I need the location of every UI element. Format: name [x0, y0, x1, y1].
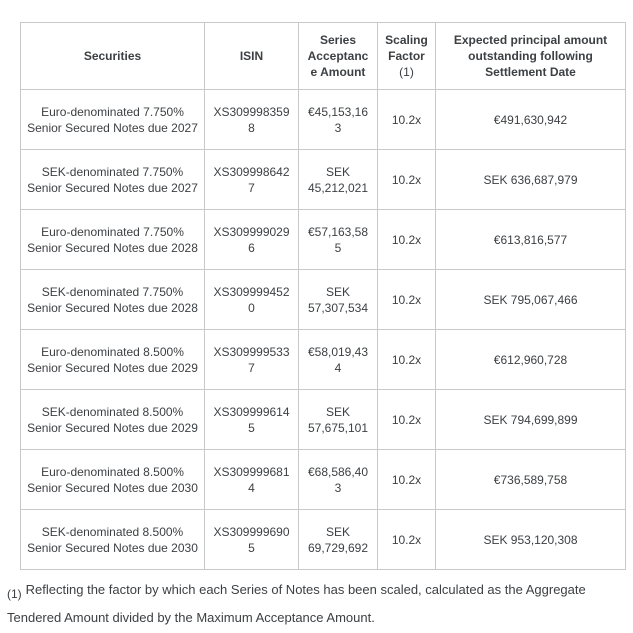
- col-header-series-acceptance-amount: Series Acceptance Amount: [299, 23, 378, 90]
- cell-expected: SEK 636,687,979: [436, 150, 626, 210]
- cell-scaling: 10.2x: [378, 450, 436, 510]
- cell-acceptance: €57,163,585: [299, 210, 378, 270]
- cell-scaling: 10.2x: [378, 90, 436, 150]
- col-header-isin: ISIN: [205, 23, 299, 90]
- table-row: [21, 90, 626, 150]
- cell-isin: XS3099996814: [205, 450, 299, 510]
- footnote-1: [7, 576, 587, 632]
- table-header-row: [21, 23, 626, 90]
- cell-acceptance: SEK 57,307,534: [299, 270, 378, 330]
- cell-isin: XS3099983598: [205, 90, 299, 150]
- table-row: [21, 210, 626, 270]
- cell-acceptance: €68,586,403: [299, 450, 378, 510]
- cell-expected: €736,589,758: [436, 450, 626, 510]
- table-row: [21, 510, 626, 570]
- col-header-scaling-factor: [378, 23, 436, 90]
- cell-acceptance: SEK 69,729,692: [299, 510, 378, 570]
- cell-security: Euro-denominated 8.500% Senior Secured Notes due 2030: [21, 450, 205, 510]
- cell-expected: SEK 795,067,466: [436, 270, 626, 330]
- table-row: [21, 150, 626, 210]
- scaling-factor-footnote-ref: (1): [399, 65, 414, 79]
- cell-expected: €613,816,577: [436, 210, 626, 270]
- cell-scaling: 10.2x: [378, 510, 436, 570]
- cell-scaling: 10.2x: [378, 330, 436, 390]
- cell-security: Euro-denominated 8.500% Senior Secured Notes due 2029: [21, 330, 205, 390]
- cell-security: Euro-denominated 7.750% Senior Secured Notes due 2027: [21, 90, 205, 150]
- cell-scaling: 10.2x: [378, 270, 436, 330]
- table-row: [21, 450, 626, 510]
- cell-expected: SEK 953,120,308: [436, 510, 626, 570]
- cell-acceptance: SEK 45,212,021: [299, 150, 378, 210]
- cell-expected: €491,630,942: [436, 90, 626, 150]
- table-row: [21, 270, 626, 330]
- table-body: [21, 90, 626, 570]
- cell-isin: XS3099996905: [205, 510, 299, 570]
- cell-isin: XS3099995337: [205, 330, 299, 390]
- cell-security: SEK-denominated 8.500% Senior Secured Notes due 2030: [21, 510, 205, 570]
- cell-isin: XS3099986427: [205, 150, 299, 210]
- cell-acceptance: SEK 57,675,101: [299, 390, 378, 450]
- cell-security: SEK-denominated 7.750% Senior Secured Notes due 2028: [21, 270, 205, 330]
- cell-security: SEK-denominated 7.750% Senior Secured Notes due 2027: [21, 150, 205, 210]
- col-header-expected-principal: Expected principal amount outstanding following Settlement Date: [436, 23, 626, 90]
- cell-scaling: 10.2x: [378, 210, 436, 270]
- footnote-text: Reflecting the factor by which each Series of Notes has been scaled, calculated as the Aggregate Tendered Amount divided by the Maximum Acceptance Amount.: [7, 582, 586, 625]
- table-row: [21, 390, 626, 450]
- cell-acceptance: €45,153,163: [299, 90, 378, 150]
- cell-isin: XS3099990296: [205, 210, 299, 270]
- cell-scaling: 10.2x: [378, 390, 436, 450]
- footnote-marker: (1): [7, 587, 22, 601]
- cell-expected: €612,960,728: [436, 330, 626, 390]
- cell-security: SEK-denominated 8.500% Senior Secured Notes due 2029: [21, 390, 205, 450]
- cell-isin: XS3099996145: [205, 390, 299, 450]
- table-row: [21, 330, 626, 390]
- securities-results-table: [20, 22, 626, 570]
- scaling-factor-label: Scaling Factor: [385, 33, 428, 63]
- cell-security: Euro-denominated 7.750% Senior Secured Notes due 2028: [21, 210, 205, 270]
- col-header-securities: Securities: [21, 23, 205, 90]
- cell-scaling: 10.2x: [378, 150, 436, 210]
- cell-acceptance: €58,019,434: [299, 330, 378, 390]
- cell-isin: XS3099994520: [205, 270, 299, 330]
- cell-expected: SEK 794,699,899: [436, 390, 626, 450]
